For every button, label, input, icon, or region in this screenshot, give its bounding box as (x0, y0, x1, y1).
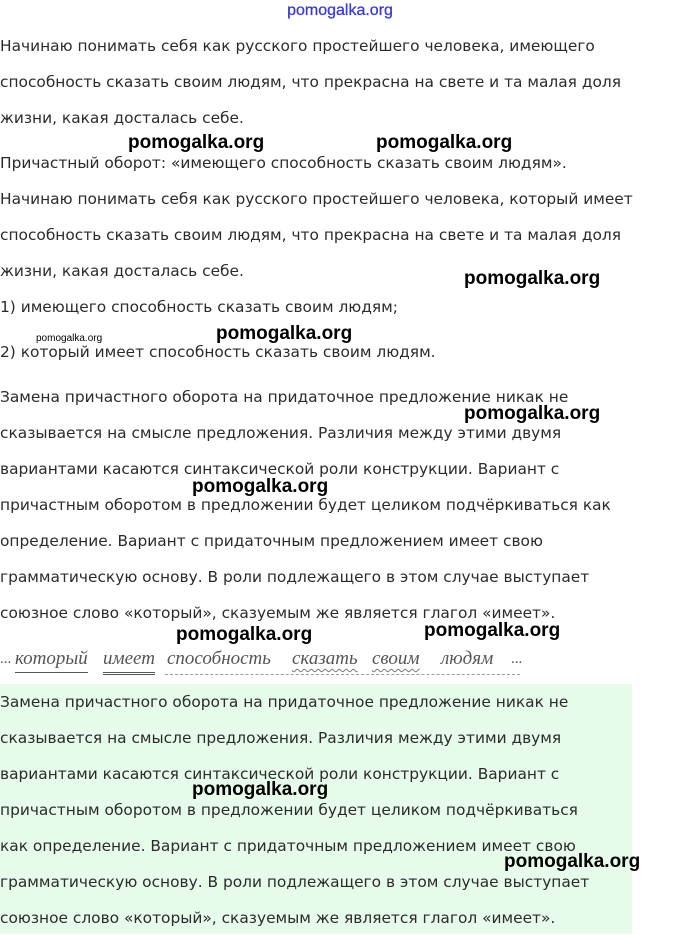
paragraph-line: Замена причастного оборота на придаточное предложение никак не (0, 388, 569, 406)
paragraph-line: сказывается на смысле предложения. Различия между этими двумя (0, 424, 562, 442)
paragraph-line: причастным оборотом в предложении будет целиком подчёркиваться как (0, 496, 611, 514)
paragraph-line: жизни, какая досталась себе. (0, 262, 244, 280)
list-item: 2) который имеет способность сказать своим людям. (0, 343, 436, 361)
watermark: pomogalka.org (464, 268, 601, 289)
paragraph-line: Начинаю понимать себя как русского простейшего человека, который имеет (0, 190, 633, 208)
paragraph-line: жизни, какая досталась себе. (0, 109, 244, 127)
paragraph-line: грамматическую основу. В роли подлежащего в этом случае выступает (0, 568, 590, 586)
subject-word: который (15, 646, 88, 673)
answer-line: грамматическую основу. В роли подлежащего в этом случае выступает (0, 873, 590, 891)
watermark: pomogalka.org (128, 132, 265, 153)
watermark: pomogalka.org (376, 132, 513, 153)
paragraph-line: Начинаю понимать себя как русского простейшего человека, имеющего (0, 37, 595, 55)
watermark: pomogalka.org (504, 851, 641, 872)
paragraph-line: союзное слово «который», сказуемым же является глагол «имеет». (0, 604, 556, 622)
infinitive-word: сказать (292, 648, 358, 669)
list-item: 1) имеющего способность сказать своим людям; (0, 298, 398, 316)
attribute-word: своим (372, 648, 420, 669)
answer-line: сказывается на смысле предложения. Различия между этими двумя (0, 729, 562, 747)
watermark: pomogalka.org (424, 620, 561, 641)
object-word: способность (167, 648, 271, 669)
watermark: pomogalka.org (192, 779, 329, 800)
paragraph-line: способность сказать своим людям, что прекрасна на свете и та малая доля (0, 73, 621, 91)
watermark-small: pomogalka.org (36, 333, 103, 344)
answer-line: как определение. Вариант с придаточным предложением имеет свою (0, 837, 576, 855)
ellipsis-start: ... (0, 651, 12, 667)
site-header-watermark[interactable]: pomogalka.org (287, 2, 393, 19)
watermark: pomogalka.org (192, 476, 329, 497)
paragraph-line: определение. Вариант с придаточным предложением имеет свою (0, 532, 543, 550)
watermark: pomogalka.org (176, 624, 313, 645)
watermark: pomogalka.org (216, 323, 353, 344)
object-word: людям (441, 648, 494, 669)
paragraph-line: вариантами касаются синтаксической роли конструкции. Вариант с (0, 460, 560, 478)
object-underline (165, 674, 520, 675)
ellipsis-end: ... (511, 651, 523, 667)
answer-line: причастным оборотом в предложении будет целиком подчёркиваться (0, 801, 578, 819)
answer-line: Замена причастного оборота на придаточное предложение никак не (0, 693, 569, 711)
paragraph-line: способность сказать своим людям, что прекрасна на свете и та малая доля (0, 226, 621, 244)
participle-note: Причастный оборот: «имеющего способность сказать своим людям». (0, 154, 567, 172)
answer-line: вариантами касаются синтаксической роли конструкции. Вариант с (0, 765, 560, 783)
predicate-word: имеет (103, 646, 155, 675)
watermark: pomogalka.org (464, 403, 601, 424)
answer-line: союзное слово «который», сказуемым же является глагол «имеет». (0, 909, 556, 927)
